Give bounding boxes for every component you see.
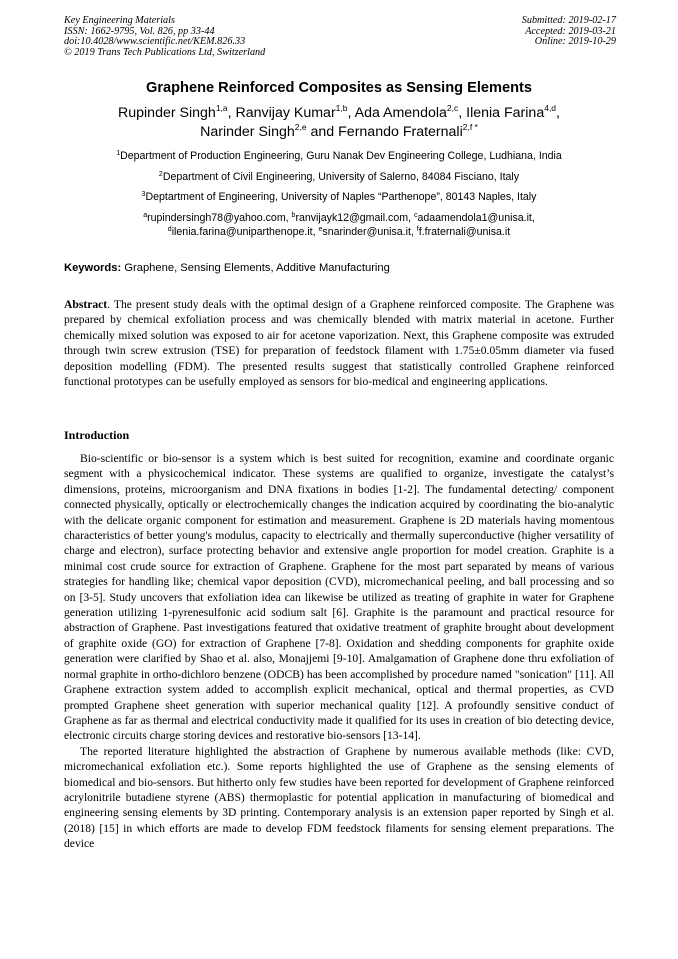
author-superscript: 2,f * bbox=[462, 122, 478, 132]
journal-issn: ISSN: 1662-9795, Vol. 826, pp 33-44 bbox=[64, 25, 215, 37]
author-name: Fernando Fraternali bbox=[338, 124, 463, 140]
email-address[interactable]: snarinder@unisa.it, bbox=[322, 225, 417, 238]
paragraph: The reported literature highlighted the abstraction of Graphene by numerous available methods (like: CVD, micromechanical exfoliation etc.). Some reports highlighted the use of Graphene as the sensing elements of biomedical and bio-sensors. But hitherto only few studies have been reported for development of Graphene reinforced acrylonitrile butadiene styrene (ABS) thermoplastic for potential application in manufacturing of biomedical and engineering sensing elements by 3D printing. Contemporary analysis is an extension paper reported by Singh et al. (2018) [15] in which efforts are made to develop FDM feedstock filaments for sensing element preparations. The device bbox=[64, 744, 614, 851]
author-superscript: 1,a bbox=[215, 103, 228, 113]
affiliation-line: $^2$Department of Civil Engineering, University of Salerno, 84084 Fisciano, Italy bbox=[158, 170, 520, 183]
affiliation-line: $^1$Department of Production Engineering, Guru Nanak Dev Engineering College, Ludhiana, India bbox=[116, 150, 562, 162]
email-line: $^d$ilenia.farina@uniparthenope.it, $^e$snarinder@unisa.it, $^f$f.fraternali@unisa.it bbox=[167, 225, 511, 238]
author-name: Ada Amendola bbox=[354, 105, 447, 121]
author-superscript: 4,d bbox=[544, 103, 557, 113]
author-superscript: 2,c bbox=[446, 103, 459, 113]
author-list: Rupinder Singh$^{1,a}$, Ranvijay Kumar$^{1,b}$, Ada Amendola$^{2,c}$, Ilenia Farina$^{4,d}$, Narinder Singh$^{2,e}$ and Fernando Fraternali$^{2,f *}$ bbox=[118, 103, 560, 140]
keywords-label: Keywords: bbox=[64, 262, 122, 274]
journal-copyright: © 2019 Trans Tech Publications Ltd, Switzerland bbox=[64, 46, 266, 58]
email-address[interactable]: f.fraternali@unisa.it bbox=[418, 225, 511, 238]
affiliation-line: $^3$Deptartment of Engineering, University of Naples “Parthenope”, 80143 Naples, Italy bbox=[141, 191, 537, 203]
introduction-heading: Introduction bbox=[64, 428, 130, 442]
abstract-label: Abstract bbox=[64, 298, 108, 311]
author-superscript: 1,b bbox=[335, 103, 348, 113]
online-date: Online: 2019-10-29 bbox=[534, 36, 616, 48]
publication-dates bbox=[522, 16, 616, 48]
author-name: Rupinder Singh bbox=[118, 105, 216, 121]
author-superscript: 2,e bbox=[294, 122, 307, 132]
email-address[interactable]: ilenia.farina@uniparthenope.it, bbox=[171, 225, 319, 238]
submitted-date: Submitted: 2019-02-17 bbox=[521, 15, 616, 26]
email-line: $^a$rupindersingh78@yahoo.com, $^b$ranvijayk12@gmail.com, $^c$adaamendola1@unisa.it, bbox=[143, 212, 535, 224]
journal-doi: doi:10.4028/www.scientific.net/KEM.826.33 bbox=[64, 36, 246, 48]
author-name: Narinder Singh bbox=[200, 124, 295, 140]
keywords-text: Graphene, Sensing Elements, Additive Manufacturing bbox=[121, 262, 390, 274]
email-address[interactable]: adaamendola1@unisa.it, bbox=[417, 212, 535, 224]
introduction-body bbox=[64, 451, 614, 852]
journal-name: Key Engineering Materials bbox=[64, 15, 175, 26]
email-address[interactable]: rupindersingh78@yahoo.com, bbox=[147, 212, 292, 224]
author-name: Ranvijay Kumar bbox=[235, 105, 336, 121]
author-name: Ilenia Farina bbox=[466, 105, 545, 121]
email-list bbox=[40, 212, 638, 239]
affiliations bbox=[40, 150, 638, 239]
keywords bbox=[64, 262, 624, 274]
journal-header bbox=[64, 16, 265, 58]
paper-title: Graphene Reinforced Composites as Sensing Elements bbox=[145, 80, 533, 96]
abstract-text: . The present study deals with the optimal design of a Graphene reinforced composite. The Graphene was prepared by chemical exfoliation process and was chemically blended with matrix material in acetone. Further chemically mixed solution was exposed to air for acetone vaporization. Next, this Graphene composite was extruded through twin screw extrusion (TSE) for preparation of feedstock filament with 1.75±0.05mm diameter via fused deposition modelling (FDM). The presented results suggest that statistically controlled Graphene reinforced functional prototypes can be usefully employed as sensors for bio-medical and engineering applications. bbox=[64, 298, 614, 389]
abstract bbox=[64, 297, 614, 389]
accepted-date: Accepted: 2019-03-21 bbox=[525, 25, 616, 37]
email-address[interactable]: ranvijayk12@gmail.com, bbox=[295, 212, 414, 224]
paragraph: Bio-scientific or bio-sensor is a system which is best suited for recognition, examine and coordinate organic segment with a physicochemical indicator. These systems are qualified to organize, investigate the catalyst’s dimensions, proteins, microorganism and DNA fixations in bodies [1-2]. The fundamental detecting/ component connected physically, optically or electrochemically changes the indication acquired by coordinating the bio-analytic with the delicate organic component for estimation and measurement. Graphene is 2D materials having momentous characteristics of better young's modulus, capacity to electrically and thermally superconductive (higher versatility of charge and electron), surface protecting behavior and extensive angle proportion for model creation. Graphite is a minimal cost crude source for extraction of Graphene. Graphene for the most part separated by means of various strategies for handling like; chemical vapor deposition (CVD), micromechanical peeling, and ball processing and so on [3-5]. Study uncovers that exfoliation idea can likewise be utilized as treating of graphite in water for Graphene generation utilizing 1-pyrenesulfonic acid sodium salt [6]. Graphite is the paramount and practical resource for abstraction of Graphene. Past investigations featured that oxidative treatment of graphite brought about development of graphite oxide (GO) for extraction of Graphene [7-8]. Oxidation and shedding components for graphite oxide generation were clarified by Shao et al. also, Monajjemi [9-10]. Amalgamation of Graphene done thru exfoliation of normal graphite in ortho-dichloro benzene (ODCB) has been accomplished by procedure named "sonication" [11]. All Graphene extraction system added to accomplish explicit mechanical, optical and thermal properties, as CVD prompted Graphene sheet generation with superior mechanical quality [12]. A profoundly sensitive conduct of Graphene as far as thermal and electrical conductivity made it qualified for its uses in creation of bio detecting device, electronic circuits charge storing devices and restorative bio-sensors [13-14]. bbox=[64, 452, 614, 743]
